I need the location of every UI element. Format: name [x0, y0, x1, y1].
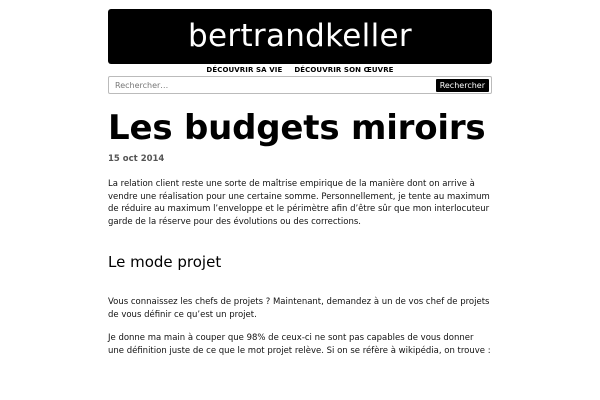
- search-button[interactable]: Rechercher: [436, 79, 489, 92]
- search-form: [108, 76, 492, 94]
- post-content: [108, 178, 492, 368]
- nav-link-vie[interactable]: DÉCOUVRIR SA VIE: [206, 66, 283, 74]
- nav-link-oeuvre[interactable]: DÉCOUVRIR SON ŒUVRE: [294, 66, 394, 74]
- site-title-link[interactable]: bertrandkeller: [188, 18, 412, 54]
- intro-paragraph: La relation client reste une sorte de maîtrise empirique de la manière dont on arrive à vendre une réalisation pour une certaine somme. Personnellement, je tente au maximum de réduire au maximum l’enveloppe et le périmètre afin d’être sûr que mon interlocuteur garde de la réserve pour des évolutions ou des corrections.: [108, 179, 490, 227]
- paragraph-chefs-de-projets: Vous connaissez les chefs de projets ? Maintenant, demandez à un de vos chef de projets de vous définir ce qu’est un projet.: [108, 297, 490, 320]
- site-header: [108, 9, 492, 64]
- paragraph-definition: Je donne ma main à couper que 98% de ceux-ci ne sont pas capables de vous donner une définition juste de ce que le mot projet relève. Si on se réfère à wikipédia, on trouve :: [108, 333, 491, 356]
- post-title: Les budgets miroirs: [108, 108, 486, 148]
- section-heading: Le mode projet: [108, 253, 222, 271]
- search-input[interactable]: [109, 78, 436, 92]
- post-date: 15 oct 2014: [108, 154, 165, 164]
